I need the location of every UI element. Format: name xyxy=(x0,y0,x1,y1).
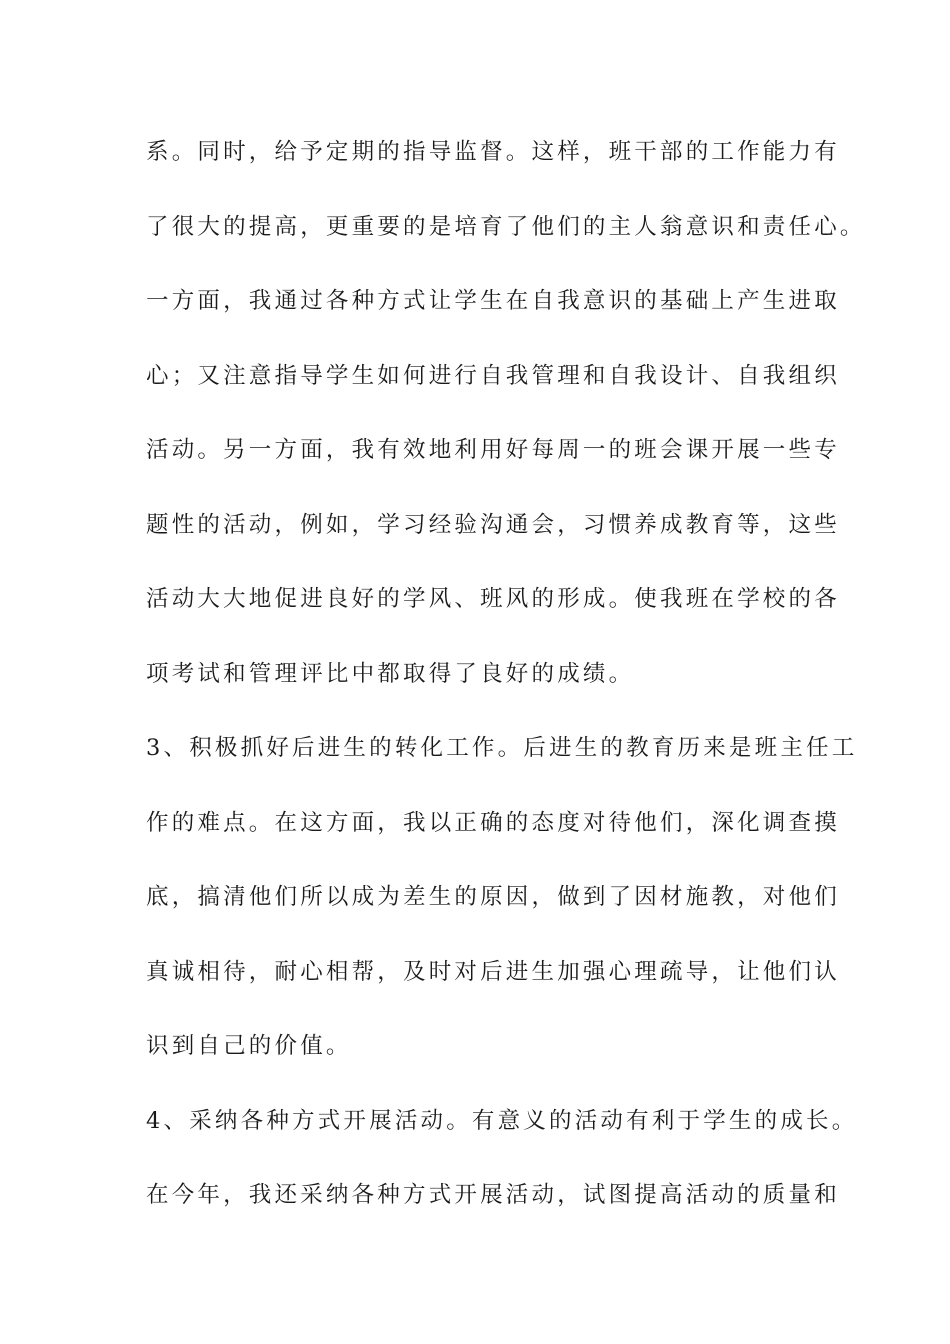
text-line: 4、采纳各种方式开展活动。有意义的活动有利于学生的成长。 xyxy=(146,1107,858,1134)
text-line: 在今年，我还采纳各种方式开展活动，试图提高活动的质量和 xyxy=(146,1182,840,1208)
text-line: 心；又注意指导学生如何进行自我管理和自我设计、自我组织 xyxy=(146,362,840,389)
text-line: 底，搞清他们所以成为差生的原因，做到了因材施教，对他们 xyxy=(146,884,840,910)
text-line: 项考试和管理评比中都取得了良好的成绩。 xyxy=(146,660,635,687)
text-line: 题性的活动，例如，学习经验沟通会，习惯养成教育等，这些 xyxy=(146,511,840,538)
text-line: 了很大的提高，更重要的是培育了他们的主人翁意识和责任心。 xyxy=(146,213,866,240)
text-line: 作的难点。在这方面，我以正确的态度对待他们，深化调查摸 xyxy=(146,809,840,836)
text-line: 一方面，我通过各种方式让学生在自我意识的基础上产生进取 xyxy=(146,288,840,314)
text-line: 活动。另一方面，我有效地利用好每周一的班会课开展一些专 xyxy=(146,437,840,463)
document-body xyxy=(146,130,866,1248)
text-line: 活动大大地促进良好的学风、班风的形成。使我班在学校的各 xyxy=(146,586,840,612)
text-line: 真诚相待，耐心相帮，及时对后进生加强心理疏导，让他们认 xyxy=(146,958,840,985)
text-line: 系。同时，给予定期的指导监督。这样，班干部的工作能力有 xyxy=(146,139,840,165)
text-line: 3、积极抓好后进生的转化工作。后进生的教育历来是班主任工 xyxy=(146,735,858,761)
text-line: 识到自己的价值。 xyxy=(146,1033,352,1059)
